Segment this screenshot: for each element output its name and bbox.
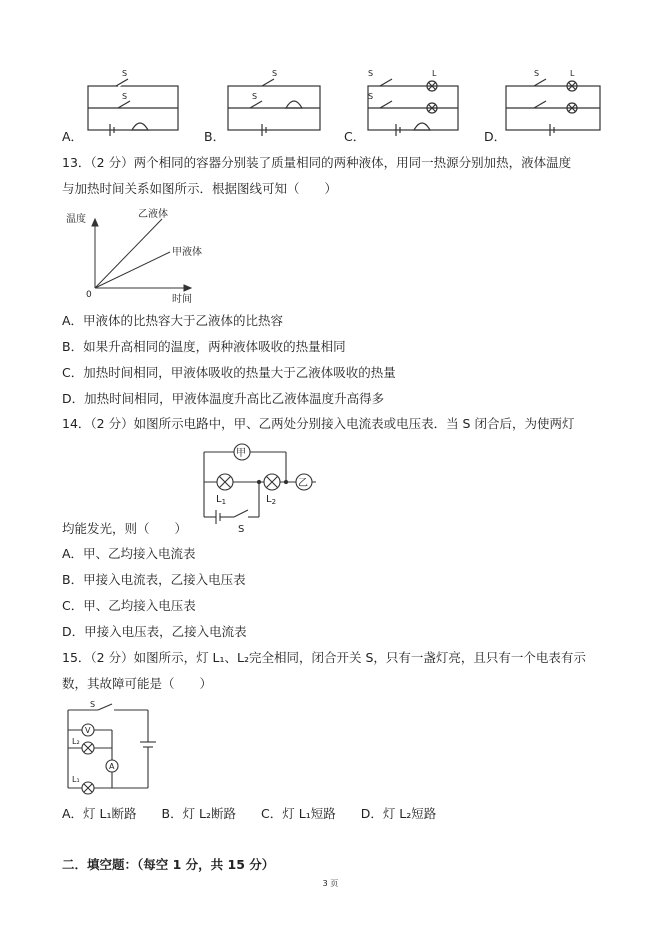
q14-stem-line2: 均能发光，则（ ） <box>62 521 188 536</box>
svg-text:S: S <box>534 69 540 78</box>
q13-origin-label: 0 <box>86 290 92 300</box>
q14-option-c[interactable]: C．甲、乙均接入电压表 <box>62 598 196 613</box>
q13-line-a-label: 甲液体 <box>172 247 202 258</box>
q14-option-b[interactable]: B．甲接入电流表，乙接入电压表 <box>62 572 246 587</box>
q13-option-c[interactable]: C．加热时间相同，甲液体吸收的热量大于乙液体吸收的热量 <box>62 365 396 380</box>
q15-lamp-upper-label: L₂ <box>72 737 80 746</box>
svg-text:S: S <box>122 69 128 78</box>
q13-option-a[interactable]: A．甲液体的比热容大于乙液体的比热容 <box>62 313 284 328</box>
q15-stem-line2: 数，其故障可能是（ ） <box>62 676 213 691</box>
q14-option-a[interactable]: A．甲、乙均接入电流表 <box>62 546 196 561</box>
q13-y-axis-label: 温度 <box>66 214 86 225</box>
svg-text:S: S <box>368 69 374 78</box>
q13-x-axis-label: 时间 <box>172 294 192 305</box>
q14-option-d[interactable]: D．甲接入电压表，乙接入电流表 <box>62 624 247 639</box>
q14-stem-line1: 14．（2 分）如图所示电路中，甲、乙两处分别接入电流表或电压表．当 S 闭合后，为使两灯 <box>62 416 575 431</box>
q13-stem-line1: 13．（2 分）两个相同的容器分别装了质量相同的两种液体，用同一热源分别加热，液体温度 <box>62 155 572 170</box>
svg-text:L: L <box>570 69 575 78</box>
q15-voltmeter-label: V <box>85 726 91 735</box>
q12-option-d-letter[interactable]: D． <box>484 129 507 144</box>
section2-title: 二．填空题：（每空 1 分，共 15 分） <box>62 857 275 872</box>
q14-switch-label: S <box>238 524 245 535</box>
q12-option-b-letter[interactable]: B． <box>204 129 226 144</box>
q12-option-a-letter[interactable]: A． <box>62 129 84 144</box>
q13-line-b-label: 乙液体 <box>138 209 168 220</box>
q14-lamp1-label: $L_1$ <box>216 494 227 506</box>
svg-text:L: L <box>432 69 437 78</box>
q13-option-d[interactable]: D．加热时间相同，甲液体温度升高比乙液体温度升高得多 <box>62 391 385 406</box>
q15-lamp-lower-label: L₁ <box>72 775 80 784</box>
q13-option-b[interactable]: B．如果升高相同的温度，两种液体吸收的热量相同 <box>62 339 346 354</box>
q15-options-line[interactable]: A．灯 L₁断路 B．灯 L₂断路 C．灯 L₁短路 D．灯 L₂短路 <box>62 806 437 821</box>
svg-text:S: S <box>368 92 374 101</box>
q14-lamp2-label: $L_2$ <box>266 494 277 506</box>
page-number: 3 页 <box>322 879 339 888</box>
q15-ammeter-label: A <box>109 762 115 771</box>
svg-text:S: S <box>272 69 278 78</box>
q15-stem-line1: 15．（2 分）如图所示，灯 L₁、L₂完全相同，闭合开关 S，只有一盏灯亮，且只有一个电表有示 <box>62 650 586 665</box>
q15-switch-label: S <box>90 700 96 709</box>
svg-text:S: S <box>122 92 128 101</box>
q14-meter-yi: 乙 <box>298 478 308 489</box>
q12-option-c-letter[interactable]: C． <box>344 129 366 144</box>
svg-text:S: S <box>252 92 258 101</box>
q13-stem-line2: 与加热时间关系如图所示．根据图线可知（ ） <box>62 181 338 196</box>
q14-meter-jia: 甲 <box>236 448 246 459</box>
